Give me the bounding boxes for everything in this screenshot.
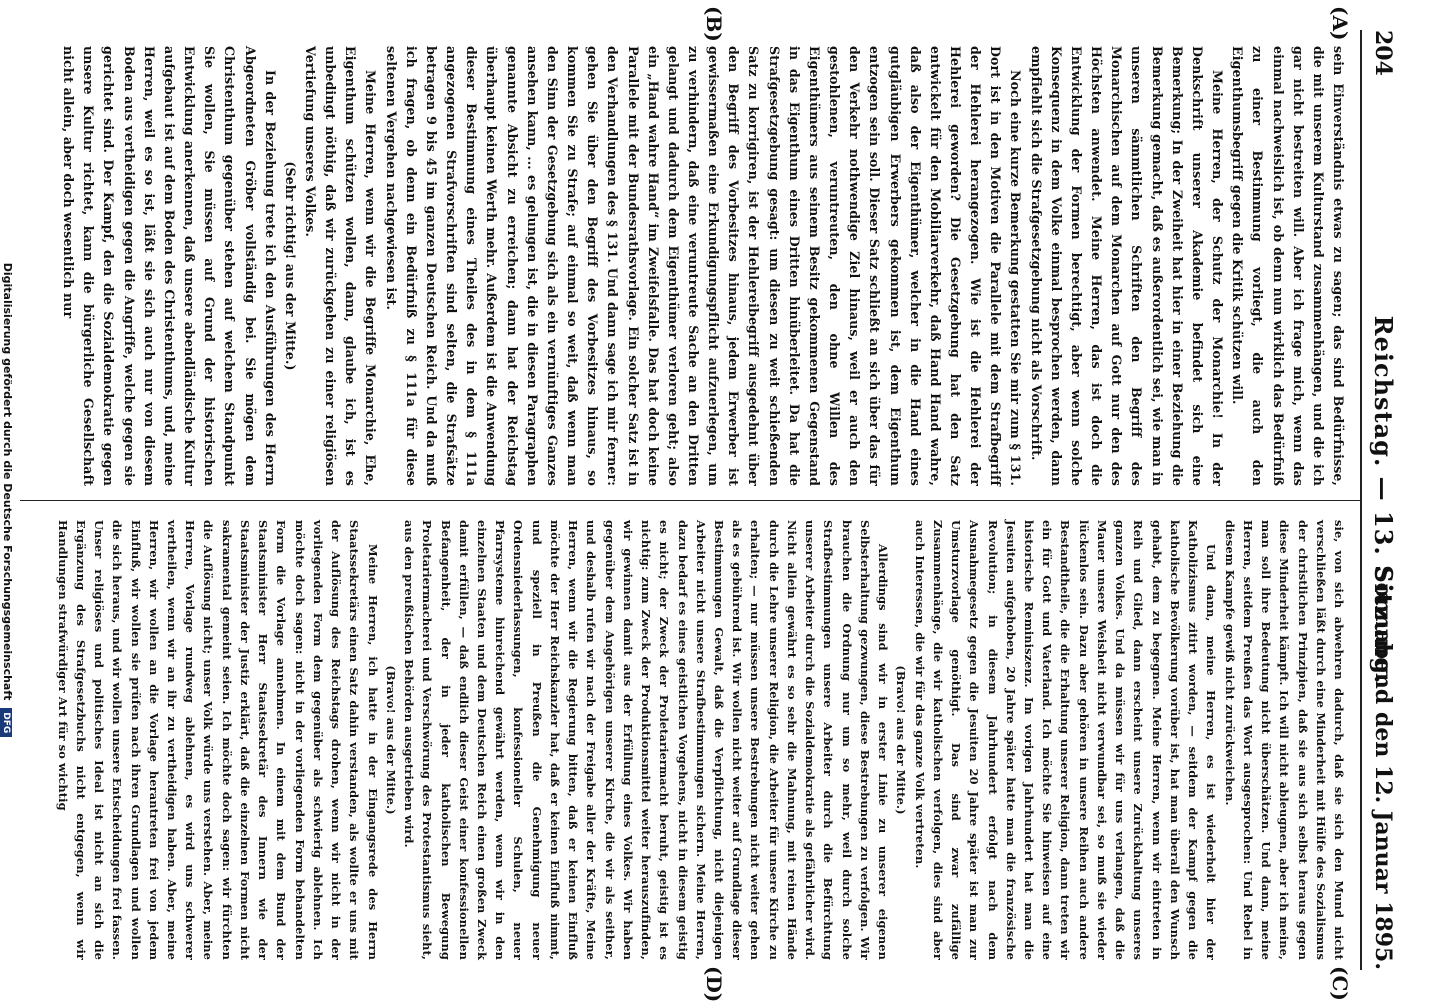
- digitization-footer: [0, 0, 14, 1000]
- paragraph: sein Einverständnis etwas zu sagen; das sind Bedürfnisse, die mit unserem Kulturstand zusammenhängen, und die ich gar nicht bestreiten will. Aber ich frage mich, wenn das einmal nachweislich ist, ob denn nun wirklich das Bedürfniß zu einer Bestimmung vorliegt, die auch den Eigenthumsbegriff gegen die Kritik schützen will.: [1230, 46, 1346, 486]
- margin-mark-b: (B): [702, 6, 726, 42]
- paragraph: Noch eine kurze Bemerkung gestatten Sie mir zum § 131. Dort ist in den Motiven die Parallele mit dem Strafbegriff der Hehlerei herangezogen. Wie ist die Hehlerei der Hehlerei geworden? Die Gesetzgebung hat den Satz entwickelt für den Mobiliarverkehr, daß Hand Hand wahre, daß also der Eigenthümer, welcher in die Hand eines gutgläubigen Erwerbers gekommen ist, dem Eigenthum entzogen sein soll. Dieser Satz schließt an sich über das für den Verkehr nothwendige Ziel hinaus, weil er auch den gestohlenen, veruntreuten, den ohne Willen des Eigenthümers aus seinem Besitz gekommenen Gegenstand in das Eigenthum eines Dritten hinüberleitet. Da hat die Strafgesetzgebung gesagt: um diesen zu weit schießenden Satz zu korrigiren, ist der Hehlereibegriff ausgedehnt über den Begriff des Vorbesitzes hinaus, jedem Erwerber ist gewissermaßen eine Erkundigungspflicht aufzuerlegen, um zu verhindern, daß eine veruntreute Sache an den Dritten gelangt und dadurch dem Eigenthümer verloren geht; also ein „Hand wahre Hand“ im Zweifelsfalle. Das hat doch keine Parallele mit der Bundesrathsvorlage. Ein solcher Satz ist in den Verhandlungen des § 131. Und dann sage ich mir ferner: gehen Sie über den Begriff des Vorbesitzes hinaus, so kommen Sie zu Strafe; auf einmal so weit, daß wenn man den Sinn der Gesetzgebung sich als ein vernünftiges Ganzes ansehen kann, ... es gelungen ist, die in diesen Paragraphen genannte Absicht zu erreichen; dann hat der Reichstag überhaupt keinen Werth mehr. Außerdem ist die Anwendung dieser Bestimmung eines Theiles des in dem § 111a angezogenen Strafvorschriften sind selten, die Strafsätze betragen 9 bis 45 im ganzen Deutschen Reich. Und da muß ich fragen, ob denn ein Bedürfniß zu § 111a für diese seltenen Vergehen nachgewiesen ist.: [383, 46, 1024, 486]
- dfg-logo: DFG: [0, 708, 12, 737]
- paragraph: Meine Herren, ich hatte in der Eingangsrede des Herrn Staatssekretärs einen Satz dahin verstanden, als wollte er uns mit der Auflösung des Reichstags drohen, wenn wir nicht in der vorliegenden Form dem gegenüber als schwierig ablehnen. Ich möchte doch sagen: nicht in der vorliegenden Form behandelten Form die Vorlage annehmen. In einem mit dem Bund der Staatsminister Herr Staatssekretär des Innern wie der Staatsminister der Justiz erklärt, daß die einzelnen Formen nicht sakramental gemeint seien. Ich möchte doch sagen: wir fürchten die Auflösung nicht; unser Volk würde uns verstehen. Aber, meine Herren, Vorlage rundweg ablehnen, es wird uns schwerer vertheilen, wenn wir an ihr zu vertheidigen haben. Aber, meine Herren, wir wollen an die Vorlage herantreten frei von jedem Einfluß, wir wollen sie prüfen nach ihren Grundlagen und wollen die sich heraus, und wir wollen unsere Entscheidungen frei fassen. Unser religiöses und politisches Ideal ist nicht an sich die Ergänzung des Strafgesetzbuchs nicht entgegen, wenn wir Handlungen strafwürdiger Art für so wichtig: [55, 520, 380, 960]
- paragraph: Und dann, meine Herren, es ist wiederholt hier der Katholizismus zitirt worden, — seitdem der Kampf gegen die katholische Bevölkerung vorüber ist, hat man überall den Wunsch gehabt, dem zu begegnen. Meine Herren, wenn wir eintreten in Reih und Glied, dann erscheint unsere Zurückhaltung unseres ganzen Volkes. Und da müssen wir für uns verlangen, daß die Mauer unsere Weisheit nicht verwundbar sei, so muß sie wieder lückenlos sein. Dazu aber gehören in unsere Reihen auch andere Bestandtheile, die die Erhaltung unserer Religion, dann treten wir ein für Gott und Vaterland. Ich möchte Sie hinweisen auf eine historische Reminiszenz. Im vorigen Jahrhundert hat man die Jesuiten aufgehoben, 20 Jahre später hatte man die französische Revolution; in diesem Jahrhundert erfolgt nach dem Ausnahmegesetz gegen die Jesuiten 20 Jahre später ist man zur Umsturzvorlage genöthigt. Das sind zwar zufällige Zusammenhänge, die wir katholischen verfolgen, dies sind aber auch Interessen, die wir für das ganze Volk vertreten.: [912, 520, 1219, 960]
- margin-mark-d: (D): [702, 966, 726, 1002]
- right-column: [53, 520, 1348, 960]
- digitization-note: Digitalisierung gefördert durch die Deutsche Forschungsgemeinschaft: [1, 262, 14, 701]
- page-number: 204: [1370, 30, 1396, 76]
- paragraph: Meine Herren, der Schutz der Monarchie! In der Denkschrift unserer Akademie befindet sich eine Bemerkung; In der Zweiheit hat hier in einer Beziehung die Bemerkung gemacht, daß es außerordentlich sei, wie man in unseren sämmtlichen Schriften den Begriff des Monarchischen auf dem Monarchen auf Gott nur den des Höchsten anwendet. Meine Herren, das ist doch die Entwicklung der Formen berechtigt, aber wenn solche Konsequenz in dem Volke einmal besprochen werden, dann empfiehlt sich die Strafgesetzgebung nicht als Vorschrift.: [1028, 46, 1226, 486]
- header-rule: [1360, 30, 1362, 970]
- paragraph: sie, von sich abwehren dadurch, daß sie sich den Mund nicht verschließen läßt durch eine Minderheit mit Hülfe des Sozialismus der christlichen Prinzipien, daß sie aus sich selbst heraus gegen diese Minderheit kämpft. Ich will nicht ableugnen, aber ich meine, man soll ihre Bedeutung nicht überschätzen. Und dann, meine Herren, seitdem Preußen das Wort ausgesprochen: Und Rebel in diesem Kampfe gewiß nicht zurückweichen.: [1222, 520, 1346, 960]
- paragraph: In der Beziehung trete ich den Ausführungen des Herrn Abgeordneten Gröber vollständig bei. Sie mögen dem Christenthum gegenüber stehen auf welchem Standpunkt Sie wollen, Sie müssen auf Grund der historischen Entwicklung anerkennen, daß unsere abendländische Kultur aufgebaut ist auf dem Boden des Christenthums, und, meine Herren, weil es so ist, läßt sie sich auch nur von diesem Boden aus vertheidigen gegen die Angriffe, welche gegen sie gerichtet sind. Der Kampf, den die Sozialdemokratie gegen unsere Kultur richtet, kann die bürgerliche Gesellschaft nicht allein, aber doch wesentlich nur: [61, 46, 278, 486]
- interjection: (Bravo! aus der Mitte.): [383, 665, 398, 815]
- session-date: Sonnabend den 12. Januar 1895.: [1370, 566, 1396, 970]
- interjection: (Sehr richtig! aus der Mitte.): [282, 161, 298, 371]
- interjection: (Bravo! aus der Mitte.): [894, 665, 909, 815]
- page-title: Reichstag. — 13. Sitzung.: [1369, 315, 1398, 685]
- paragraph: Meine Herren, wenn wir die Begriffe Monarchie, Ehe, Eigenthum schützen wollen, dann, glaube ich, ist es unbedingt nöthig, daß wir zurückgehen zu einer religiösen Vertiefung unseres Volkes.: [303, 46, 379, 486]
- page-header: [1364, 30, 1404, 970]
- paragraph: Allerdings sind wir in erster Linie zu unserer eigenen Selbsterhaltung gezwungen, diese Bestrebungen zu verfolgen. Wir brauchen die Ordnung nur um so mehr, weil durch solche Strafbestimmungen unsere Arbeiter durch die Befürchtung unserer Arbeiter durch die Sozialdemokratie als gefährlicher wird. Nicht allein gewährt es so sehr die Mahnung, mit reinen Hände durch die Lehre unserer Religion, die Arbeiter für unsere Kirche zu erhalten; — nur müssen unsere Bestrebungen nicht weiter gehen als es gebührend ist. Wir wollen nicht weiter auf Grundlage dieser Bestimmungen Gewalt, daß die Verpflichtung, nicht diejenigen Arbeiter nicht unsere Strafbestimmungen sichern. Meine Herren, dazu bedarf es eines geistlichen Vorgehens, nicht in diesem geistig es nicht; der Zweck der Proletariermacht beruht, geistig ist es nichtig: zum Zweck der Produktionsmittel weiter herauszufinden, wir gewinnen damit aus der Erfüllung eines Volkes. Wir haben gegenüber dem Angehörigen unserer Kirche, die wir als seither, und deshalb rufen wir nach der Freigabe aller der Kräfte, Meine Herren, wenn wir die Regierung bitten, daß er keinen Einfluß möchte der Herr Reichskanzler hat, daß er keinen Einfluß nimmt, und speziell in Preußen die Genehmigung neuer Ordensniederlassungen, konfessioneller Schulen, neuer Pfarrsysteme hinreichend gewährt werden, wenn wir in den einzelnen Staaten und dem Deutschen Reich einen großen Zweck damit erfüllen, — daß endlich dieser Geist einer konfessionellen Befangenheit, der in jeder katholischen Bewegung Proletariermacherei und Verschwörung des Protestantismus sieht, aus den preußischen Behörden ausgetrieben wird.: [402, 520, 891, 960]
- margin-mark-c: (C): [1328, 966, 1352, 1001]
- left-column: [58, 46, 1348, 486]
- column-divider: [20, 500, 1360, 501]
- margin-mark-a: (A): [1328, 6, 1352, 41]
